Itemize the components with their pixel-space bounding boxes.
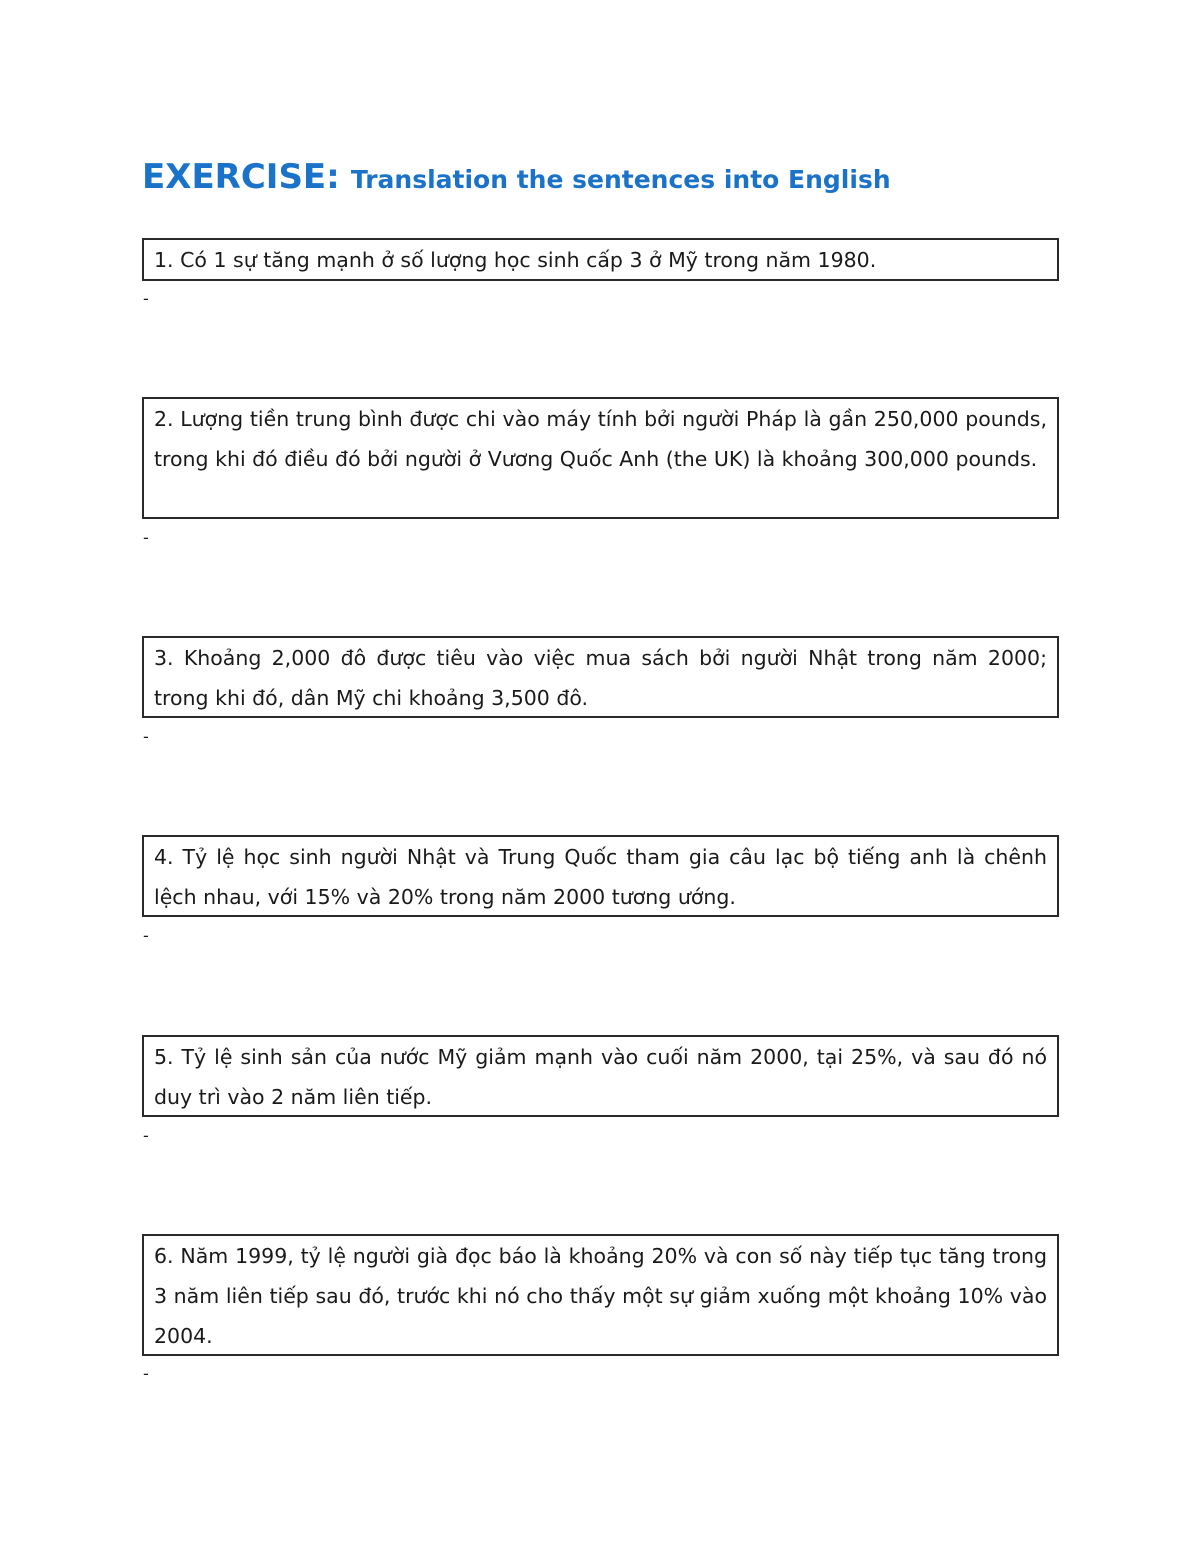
title-exercise-label: EXERCISE: <box>142 157 340 197</box>
title-instruction: Translation the sentences into English <box>350 165 891 194</box>
exercise-text: 4. Tỷ lệ học sinh người Nhật và Trung Quốc tham gia câu lạc bộ tiếng anh là chênh lệch nhau, với 15% và 20% trong năm 2000 tương ướng. <box>154 845 1047 909</box>
answer-line-5: - <box>143 1126 149 1145</box>
exercise-text: 5. Tỷ lệ sinh sản của nước Mỹ giảm mạnh vào cuối năm 2000, tại 25%, và sau đó nó duy trì vào 2 năm liên tiếp. <box>154 1045 1047 1109</box>
answer-line-4: - <box>143 926 149 945</box>
exercise-box-1 <box>142 238 1059 281</box>
exercise-box-3 <box>142 636 1059 718</box>
exercise-box-4 <box>142 835 1059 917</box>
exercise-box-6 <box>142 1234 1059 1356</box>
answer-line-3: - <box>143 727 149 746</box>
answer-line-1: - <box>143 289 149 308</box>
exercise-text: 1. Có 1 sự tăng mạnh ở số lượng học sinh cấp 3 ở Mỹ trong năm 1980. <box>154 248 877 272</box>
answer-line-2: - <box>143 528 149 547</box>
page-title <box>142 157 891 197</box>
answer-line-6: - <box>143 1364 149 1383</box>
exercise-text: 3. Khoảng 2,000 đô được tiêu vào việc mua sách bởi người Nhật trong năm 2000; trong khi đó, dân Mỹ chi khoảng 3,500 đô. <box>154 646 1047 710</box>
exercise-text: 6. Năm 1999, tỷ lệ người già đọc báo là khoảng 20% và con số này tiếp tục tăng trong 3 năm liên tiếp sau đó, trước khi nó cho thấy một sự giảm xuống một khoảng 10% vào 2004. <box>154 1244 1047 1348</box>
exercise-text: 2. Lượng tiền trung bình được chi vào máy tính bởi người Pháp là gần 250,000 pounds, trong khi đó điều đó bởi người ở Vương Quốc Anh (the UK) là khoảng 300,000 pounds. <box>154 407 1047 471</box>
exercise-box-5 <box>142 1035 1059 1117</box>
exercise-box-2 <box>142 397 1059 519</box>
